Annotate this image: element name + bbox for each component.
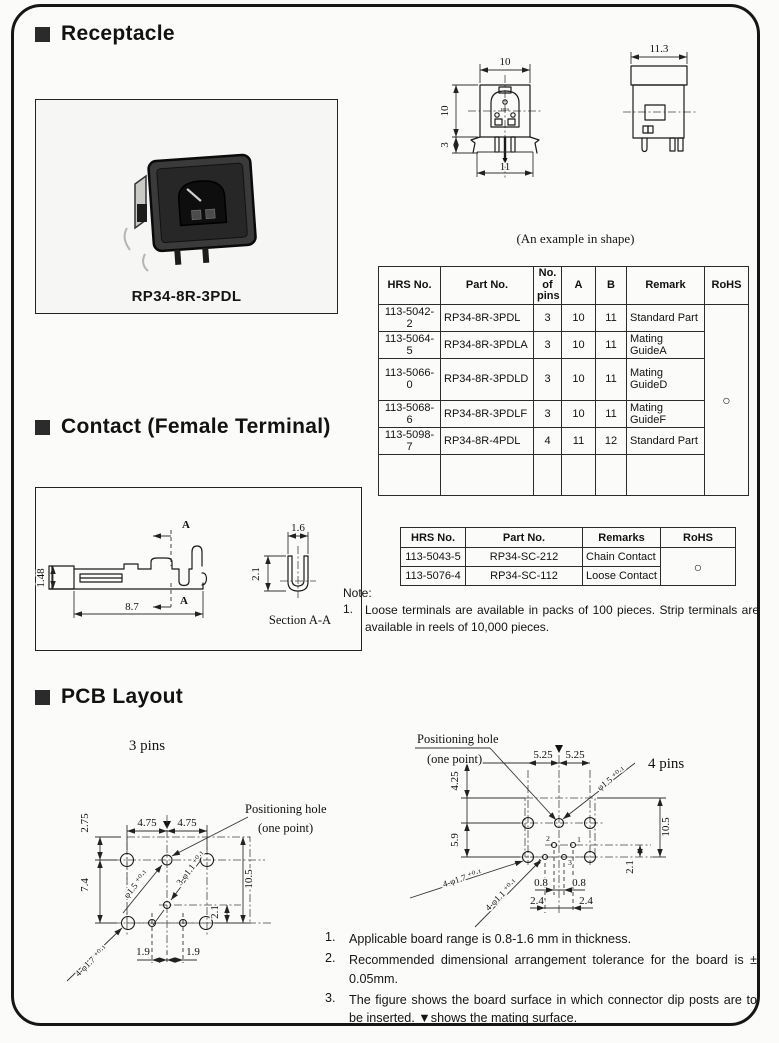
hole-spec-mount: 4-φ1.7 ⁺⁰·¹ xyxy=(441,867,483,890)
dim-label: 4.75 xyxy=(137,817,157,829)
pin-number: 4 xyxy=(537,857,541,866)
cell xyxy=(627,454,705,495)
dim-label: 4.25 xyxy=(449,771,461,791)
section-aa-view xyxy=(250,522,331,627)
dim-label: 5.9 xyxy=(449,833,461,847)
cell: Mating GuideF xyxy=(627,400,705,427)
contact-drawing-box xyxy=(35,487,362,651)
positioning-hole-label: Positioning hole xyxy=(245,802,327,816)
pin-number: 3 xyxy=(568,858,572,867)
dim-label: 0.8 xyxy=(534,877,548,889)
connector-cavity xyxy=(178,179,227,225)
section-mark-top: A xyxy=(182,519,190,531)
note-text: Recommended dimensional arrangement tolerance for the board is ± 0.05mm. xyxy=(349,953,757,986)
contact-heading-label: Contact (Female Terminal) xyxy=(61,415,331,438)
note-item xyxy=(325,930,757,948)
contact-table xyxy=(400,527,736,586)
rohs-mark: ○ xyxy=(661,548,736,586)
section-bullet-icon xyxy=(35,27,50,42)
table-row xyxy=(401,548,736,567)
cell: Chain Contact xyxy=(583,548,661,567)
pin-number: 2 xyxy=(546,834,550,843)
cell: RP34-8R-3PDLA xyxy=(441,331,534,358)
table-row xyxy=(379,358,749,400)
photo-mark xyxy=(125,228,130,250)
dim-label: 10 xyxy=(499,56,511,68)
dim-label: 1.6 xyxy=(291,522,305,534)
cell: Standard Part xyxy=(627,427,705,454)
dim-label: 0.8 xyxy=(572,877,586,889)
example-caption: (An example in shape) xyxy=(516,231,635,246)
mating-surface-marker xyxy=(555,745,563,753)
dim-label: 2.75 xyxy=(79,813,91,833)
cell: RP34-SC-212 xyxy=(466,548,583,567)
contact-drawing xyxy=(36,488,361,650)
terminal-profile xyxy=(49,546,207,589)
three-pins-title: 3 pins xyxy=(128,738,166,754)
hole-spec-pin: 4-φ1.1 ⁺⁰·¹ xyxy=(483,877,519,913)
dim-label: 11.3 xyxy=(649,43,669,55)
receptacle-drawing xyxy=(440,40,760,260)
positioning-hole-sublabel: (one point) xyxy=(427,752,483,766)
cell: 113-5043-5 xyxy=(401,548,466,567)
cell: 11 xyxy=(562,427,596,454)
contact-note xyxy=(343,586,759,637)
table-row xyxy=(379,331,749,358)
cell: 12 xyxy=(596,427,627,454)
note-number: 3. xyxy=(325,990,336,1005)
cell: 3 xyxy=(534,304,562,331)
note-number: 2. xyxy=(325,951,336,966)
cell: 11 xyxy=(596,400,627,427)
contact-heading xyxy=(35,415,331,439)
col-b: B xyxy=(596,267,627,305)
cell: RP34-8R-3PDLF xyxy=(441,400,534,427)
col-part: Part No. xyxy=(466,528,583,548)
dim-label: 2.1 xyxy=(624,860,636,874)
receptacle-side-view xyxy=(623,43,697,152)
cell: 113-5098-7 xyxy=(379,427,441,454)
col-pins: No. of pins xyxy=(534,267,562,305)
cell: Mating GuideD xyxy=(627,358,705,400)
section-caption: Section A-A xyxy=(268,613,332,627)
product-photo xyxy=(36,100,337,296)
hole-spec-positioning: φ1.5 ⁺⁰·¹ xyxy=(595,764,628,793)
dim-label: 10 xyxy=(439,105,451,117)
dim-label: 10.5 xyxy=(660,817,672,837)
note-text: The figure shows the board surface in which connector dip posts are to be inserted. ▼shows the mating surface. xyxy=(349,992,757,1025)
pcb-layout-4pin xyxy=(395,715,750,960)
dim-label: 2.4 xyxy=(579,895,593,907)
dim-label: 4.75 xyxy=(177,817,197,829)
cell: RP34-8R-3PDLD xyxy=(441,358,534,400)
table-empty-row xyxy=(379,454,749,495)
cell xyxy=(596,454,627,495)
cell: Mating GuideA xyxy=(627,331,705,358)
cell xyxy=(562,454,596,495)
pcb-heading-label: PCB Layout xyxy=(61,685,184,708)
dim-label: 8.7 xyxy=(125,601,139,613)
dim-label: 1.9 xyxy=(186,946,200,958)
dim-label: 1.48 xyxy=(35,568,47,588)
col-rohs: RoHS xyxy=(661,528,736,548)
hole-spec-mount: 4-φ1.7 ⁺⁰·¹ xyxy=(72,943,109,979)
cell xyxy=(441,454,534,495)
dim-label: 5.25 xyxy=(533,749,553,761)
col-hrs: HRS No. xyxy=(379,267,441,305)
col-rohs: RoHS xyxy=(705,267,749,305)
pin-number: 1 xyxy=(577,835,581,844)
col-remarks: Remarks xyxy=(583,528,661,548)
dim-label: 1.9 xyxy=(136,946,150,958)
cell: 3 xyxy=(534,358,562,400)
table-row xyxy=(379,304,749,331)
positioning-hole-label: Positioning hole xyxy=(417,732,499,746)
receptacle-heading-label: Receptacle xyxy=(61,22,175,45)
dim-label: 2.1 xyxy=(250,567,262,581)
connector-tab xyxy=(137,204,147,222)
cell: 3 xyxy=(534,400,562,427)
hole-spec-positioning: φ1.5 ⁺⁰·¹ xyxy=(121,868,150,900)
dim-label: 10.5 xyxy=(243,869,255,889)
table-header-row xyxy=(379,267,749,305)
front-view-logo: HRS xyxy=(500,107,510,112)
board-outline-4pin xyxy=(515,745,653,915)
cell: Standard Part xyxy=(627,304,705,331)
positioning-hole-sublabel: (one point) xyxy=(258,821,314,835)
cell: 10 xyxy=(562,331,596,358)
table-header-row xyxy=(401,528,736,548)
photo-mark xyxy=(143,254,148,271)
note-text: Applicable board range is 0.8-1.6 mm in thickness. xyxy=(349,932,632,946)
cell: 3 xyxy=(534,331,562,358)
dim-label: 2.4 xyxy=(530,895,544,907)
col-part: Part No. xyxy=(441,267,534,305)
note-item xyxy=(325,991,757,1028)
four-pins-title: 4 pins xyxy=(648,756,685,772)
rohs-mark: ○ xyxy=(705,304,749,495)
col-a: A xyxy=(562,267,596,305)
table-row xyxy=(379,400,749,427)
receptacle-table xyxy=(378,266,749,496)
cell: Loose Contact xyxy=(583,567,661,586)
cell: 113-5066-0 xyxy=(379,358,441,400)
pcb-heading xyxy=(35,685,183,709)
receptacle-heading xyxy=(35,22,175,46)
product-photo-label: RP34-8R-3PDL xyxy=(131,288,242,305)
note-item xyxy=(325,951,757,988)
cell xyxy=(379,454,441,495)
cell: 113-5042-2 xyxy=(379,304,441,331)
note-item xyxy=(343,602,759,637)
section-bullet-icon xyxy=(35,690,50,705)
cell: RP34-SC-112 xyxy=(466,567,583,586)
cell: 4 xyxy=(534,427,562,454)
dim-label: 5.25 xyxy=(565,749,585,761)
note-number: 1. xyxy=(325,930,336,944)
pcb-notes xyxy=(325,927,757,1027)
table-row xyxy=(379,427,749,454)
dim-label: 3 xyxy=(439,142,451,148)
cell: 11 xyxy=(596,331,627,358)
cell: 10 xyxy=(562,400,596,427)
cell: RP34-8R-4PDL xyxy=(441,427,534,454)
cell: 10 xyxy=(562,304,596,331)
cell: 10 xyxy=(562,358,596,400)
col-hrs: HRS No. xyxy=(401,528,466,548)
cell: RP34-8R-3PDL xyxy=(441,304,534,331)
hole-spec-pin: 3-φ1.1 ⁺⁰·¹ xyxy=(174,849,207,888)
note-number: 1. xyxy=(343,602,354,616)
col-remark: Remark xyxy=(627,267,705,305)
dim-label: 2.1 xyxy=(209,905,221,919)
receptacle-front-view xyxy=(439,56,543,180)
section-bullet-icon xyxy=(35,420,50,435)
cell: 11 xyxy=(596,304,627,331)
cell xyxy=(534,454,562,495)
product-photo-box xyxy=(35,99,338,314)
cell: 113-5064-5 xyxy=(379,331,441,358)
cell: 11 xyxy=(596,358,627,400)
section-mark-bottom: A xyxy=(180,595,188,607)
dim-label: 11 xyxy=(499,161,511,173)
dim-label: 7.4 xyxy=(79,878,91,892)
cell: 113-5076-4 xyxy=(401,567,466,586)
note-text: Loose terminals are available in packs of 100 pieces. Strip terminals are available in reels of 10,000 pieces. xyxy=(365,603,759,635)
note-label: Note: xyxy=(343,586,372,600)
connector-body xyxy=(148,154,257,266)
cell: 113-5068-6 xyxy=(379,400,441,427)
